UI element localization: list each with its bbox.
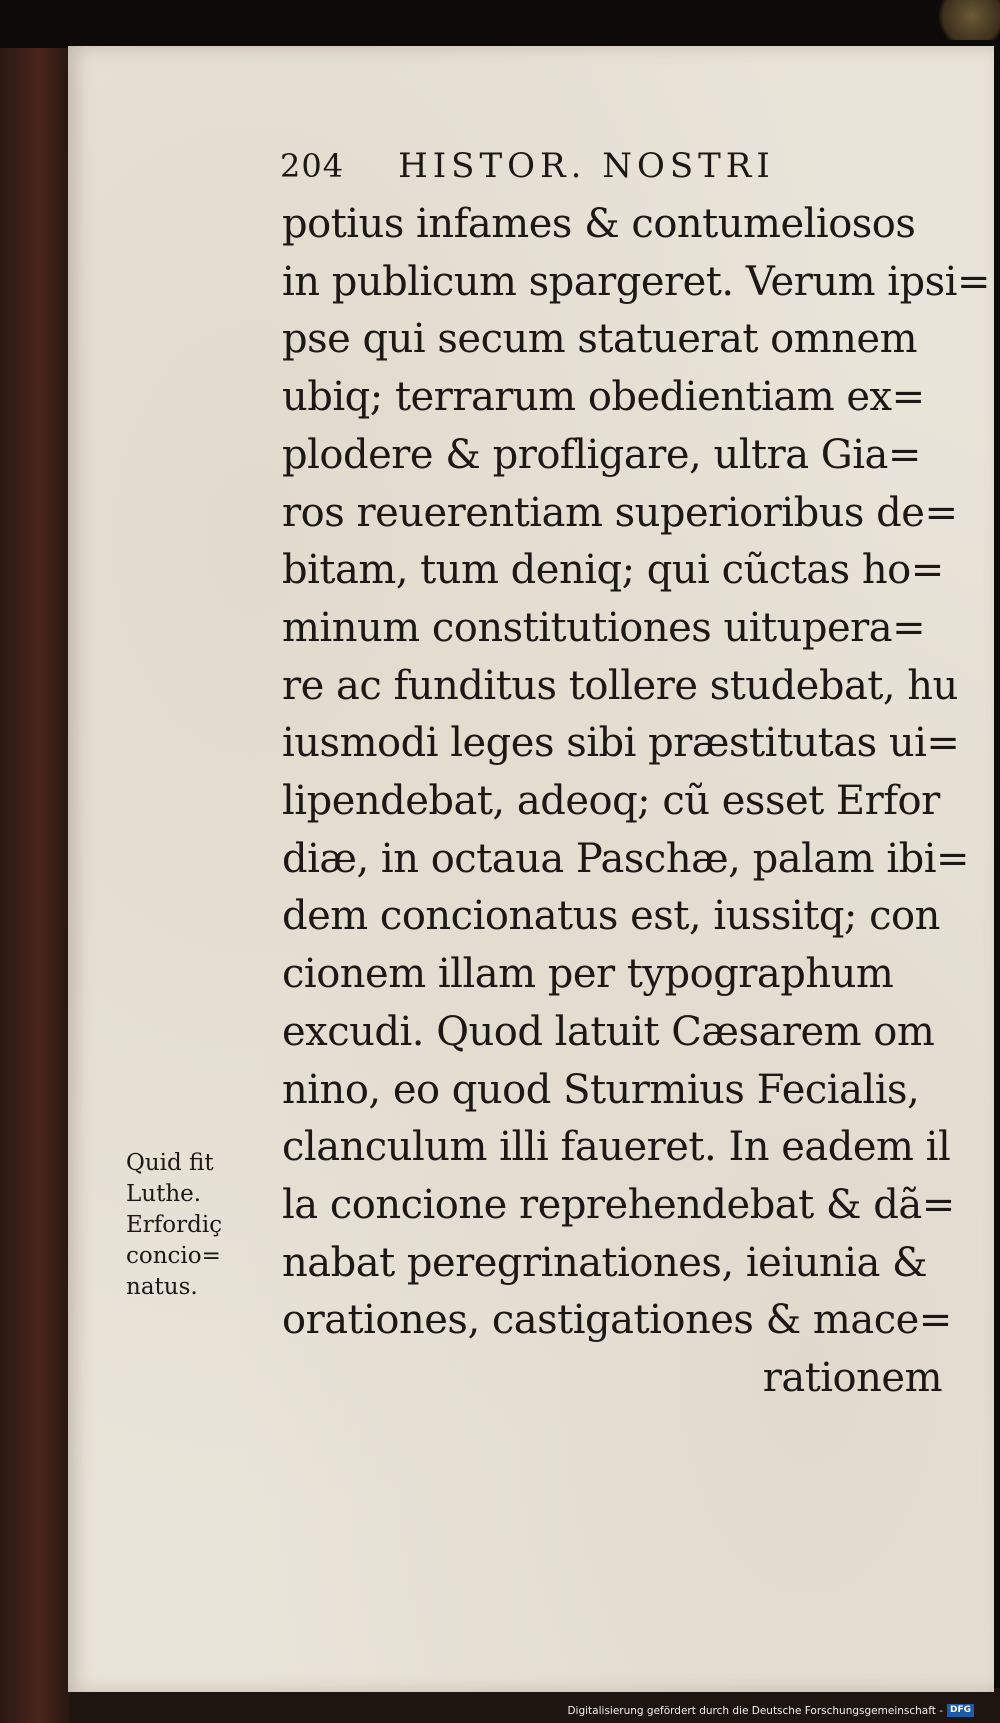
marginal-note xyxy=(126,1148,266,1303)
body-text xyxy=(282,196,990,1408)
marginal-note-line: Quid fit xyxy=(126,1150,214,1176)
page-header xyxy=(280,146,920,186)
marginal-note-line: Luthe. xyxy=(126,1181,202,1207)
text-line: potius infames & contumeliosos xyxy=(282,201,916,247)
text-line: ros reuerentiam superioribus de= xyxy=(282,489,958,536)
credit-text: Digitalisierung gefördert durch die Deutsche Forschungsgemeinschaft - xyxy=(567,1704,943,1717)
dfg-logo: DFG xyxy=(947,1704,974,1717)
binding-corner xyxy=(930,0,1000,40)
text-line: re ac funditus tollere studebat, hu xyxy=(282,662,958,709)
text-line: nino, eo quod Sturmius Fecialis, xyxy=(282,1066,920,1113)
catchword: rationem xyxy=(762,1355,942,1402)
marginal-note-line: natus. xyxy=(126,1274,198,1300)
text-line: plodere & profligare, ultra Gia= xyxy=(282,431,921,478)
text-line: diæ, in octaua Paschæ, palam ibi= xyxy=(282,835,970,882)
text-line: nabat peregrinationes, ieiunia & xyxy=(282,1239,928,1286)
text-line: cionem illam per typographum xyxy=(282,951,894,998)
text-line: in publicum spargeret. Verum ipsi= xyxy=(282,258,990,305)
text-line: pse qui secum statuerat omnem xyxy=(282,316,917,363)
text-line: excudi. Quod latuit Cæsarem om xyxy=(282,1008,935,1055)
scan-top-edge xyxy=(0,0,1000,48)
book-page xyxy=(68,46,994,1692)
text-line: iusmodi leges sibi præstitutas ui= xyxy=(282,720,960,767)
text-line: orationes, castigationes & mace= xyxy=(282,1297,952,1344)
text-line: minum constitutiones uitupera= xyxy=(282,604,926,651)
text-line: bitam, tum deniq; qui cũctas ho= xyxy=(282,547,944,594)
page-number: 204 xyxy=(280,147,345,185)
text-line: clanculum illi faueret. In eadem il xyxy=(282,1124,951,1171)
marginal-note-line: concio= xyxy=(126,1243,221,1269)
marginal-note-line: Erfordiç xyxy=(126,1212,223,1238)
text-line: la concione reprehendebat & dã= xyxy=(282,1181,955,1228)
text-line: lipendebat, adeoq; cũ esset Erfor xyxy=(282,778,940,825)
text-line: dem concionatus est, iussitq; con xyxy=(282,893,940,940)
running-head: HISTOR. NOSTRI xyxy=(398,146,775,186)
digitization-credit xyxy=(567,1704,974,1717)
text-line: ubiq; terrarum obedientiam ex= xyxy=(282,374,925,421)
